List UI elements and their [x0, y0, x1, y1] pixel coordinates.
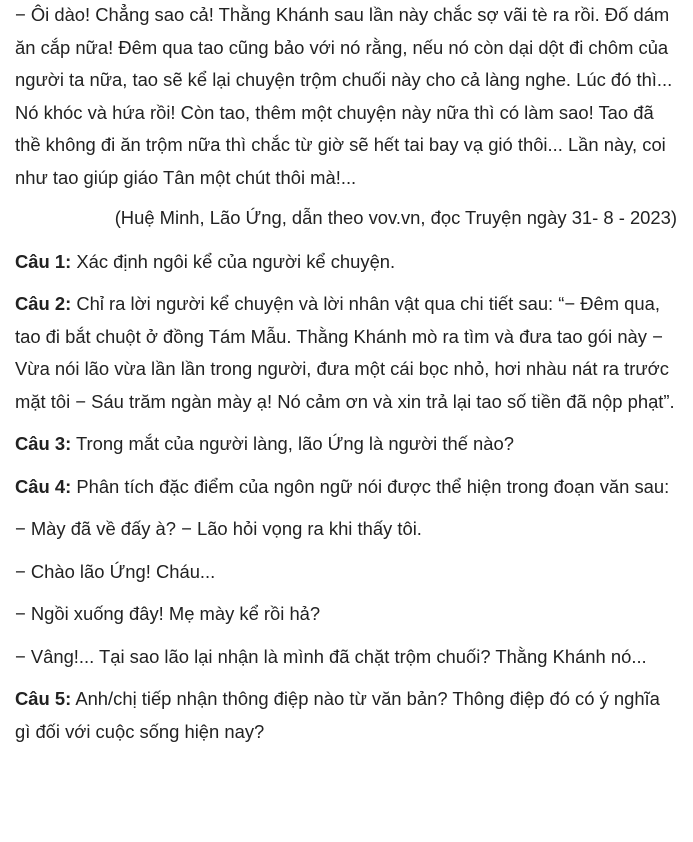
excerpt-source-citation: (Huệ Minh, Lão Ứng, dẫn theo vov.vn, đọc Truyện ngày 31- 8 - 2023) — [114, 207, 677, 228]
question-4 — [15, 471, 677, 504]
question-3 — [15, 428, 677, 461]
question-1-text: Xác định ngôi kể của người kể chuyện. — [71, 250, 396, 272]
question-1-label: Câu 1: — [15, 250, 72, 272]
question-5-text: Anh/chị tiếp nhận thông điệp nào từ văn bản? Thông điệp đó có ý nghĩa gì đối với cuộc sống hiện nay? — [15, 688, 660, 742]
question-2-label: Câu 2: — [15, 293, 72, 314]
excerpt-paragraph: − Ôi dào! Chẳng sao cả! Thằng Khánh sau lần này chắc sợ vãi tè ra rồi. Đố dám ăn cắp nữa! Đêm qua tao cũng bảo với nó rằng, nếu nó còn dại dột đi chôm của người ta nữa, tao sẽ kể lại chuyện trộm chuối này cho cả làng nghe. Lúc đó thì... Nó khóc và hứa rồi! Còn tao, thêm một chuyện này nữa thì có làm sao! Tao đã thề không đi ăn trộm nữa thì chắc từ giờ sẽ hết tai bay vạ gió thôi... Lần này, coi như tao giúp giáo Tân một chút thôi mà!... — [15, 4, 673, 188]
question-2-text: Chỉ ra lời người kể chuyện và lời nhân vật qua chi tiết sau: “− Đêm qua, tao đi bắt chuột ở đồng Tám Mẫu. Thằng Khánh mò ra tìm và đưa tao gói này − Vừa nói lão vừa lần lần trong người, đưa một cái bọc nhỏ, hơi nhàu nát ra trước mặt tôi − Sáu trăm ngàn mày ạ! Nó cảm ơn và xin trả lại tao số tiền đã nộp phạt”. — [15, 293, 675, 412]
dialogue-line-4: − Vâng!... Tại sao lão lại nhận là mình đã chặt trộm chuối? Thằng Khánh nó... — [15, 645, 647, 667]
question-4-label: Câu 4: — [15, 475, 72, 497]
question-5-label: Câu 5: — [15, 688, 72, 709]
dialogue-line-2: − Chào lão Ứng! Cháu... — [15, 560, 216, 582]
question-1 — [15, 246, 677, 279]
question-3-text: Trong mắt của người làng, lão Ứng là người thế nào? — [71, 433, 514, 454]
question-2 — [15, 288, 677, 418]
dialogue-line-3: − Ngồi xuống đây! Mẹ mày kể rồi hả? — [15, 603, 321, 624]
dialogue-line-1: − Mày đã về đấy à? − Lão hỏi vọng ra khi thấy tôi. — [15, 518, 422, 539]
question-3-label: Câu 3: — [15, 433, 72, 454]
question-5 — [15, 683, 677, 748]
question-4-text: Phân tích đặc điểm của ngôn ngữ nói được thể hiện trong đoạn văn sau: — [71, 475, 670, 497]
